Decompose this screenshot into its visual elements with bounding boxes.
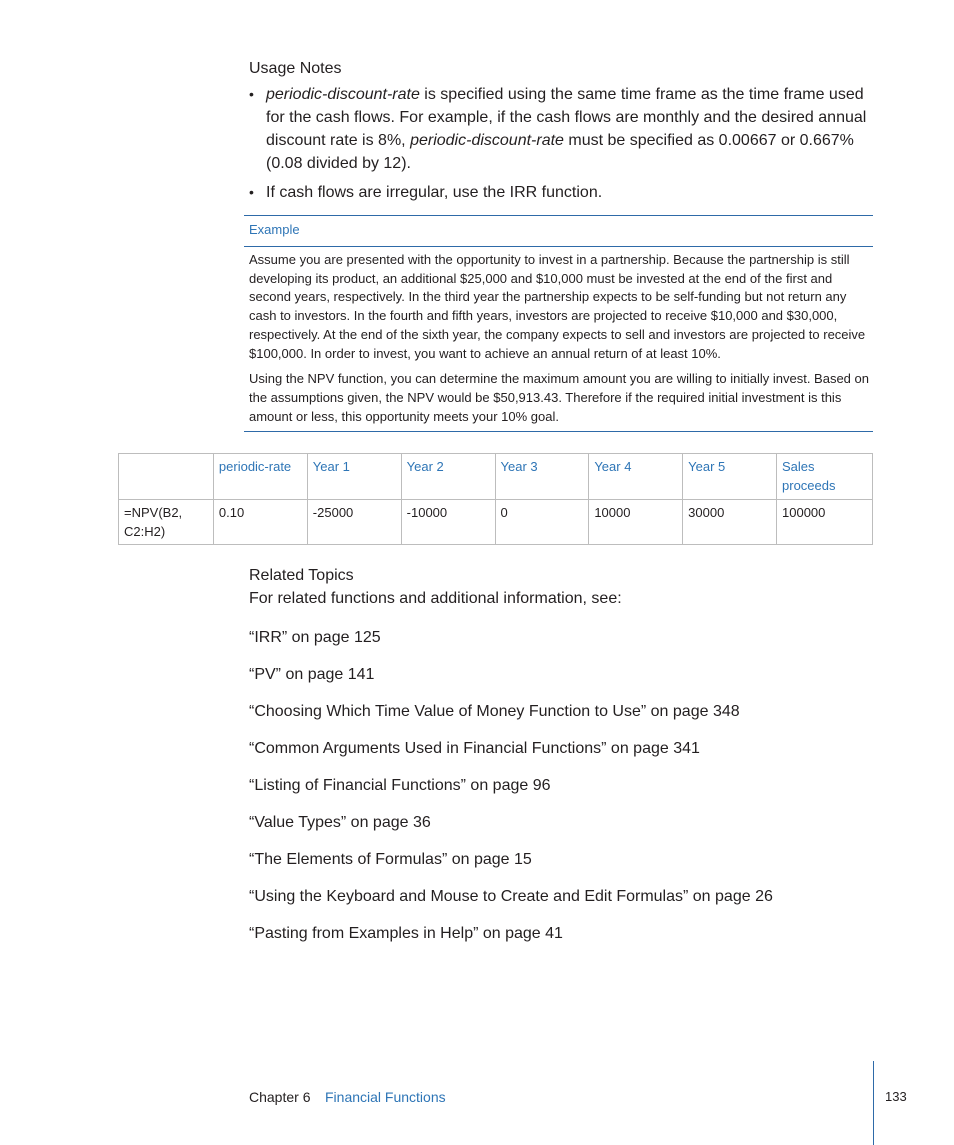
table-header-cell: Year 2 [401,454,495,500]
table-header-row [119,454,873,500]
usage-note-item [249,83,874,175]
footer-divider [873,1061,874,1145]
related-topic-link[interactable]: “Listing of Financial Functions” on page 96 [249,777,551,794]
parameter-name: periodic-discount-rate [266,86,420,103]
table-cell: -25000 [307,500,401,545]
table-header-cell: Year 5 [683,454,777,500]
footer-chapter: Chapter 6 [249,1089,311,1105]
footer-chapter-title: Financial Functions [325,1089,446,1105]
related-topic-link[interactable]: “IRR” on page 125 [249,629,381,646]
related-topic-link[interactable]: “PV” on page 141 [249,666,375,683]
example-label-rule [244,246,873,247]
table-cell: 100000 [777,500,873,545]
related-topic-link[interactable]: “Choosing Which Time Value of Money Function to Use” on page 348 [249,703,740,720]
note-text: is specified using the same time frame as the time frame used for the cash flows. For example, if the cash flows are monthly and the desired annual discount rate is 8%, [266,86,867,149]
example-bottom-rule [244,431,873,432]
related-topic-link[interactable]: “The Elements of Formulas” on page 15 [249,851,532,868]
parameter-name: periodic-discount-rate [410,132,564,149]
related-topic-link[interactable]: “Pasting from Examples in Help” on page 41 [249,925,563,942]
related-topic-link[interactable]: “Common Arguments Used in Financial Functions” on page 341 [249,740,700,757]
table-cell: 0 [495,500,589,545]
usage-notes-list [249,83,874,210]
page-number: 133 [885,1089,907,1104]
note-text: If cash flows are irregular, use the IRR function. [266,184,603,201]
usage-note-item [249,181,874,204]
npv-example-table [118,453,873,545]
example-body [249,251,872,433]
table-header-cell [119,454,214,500]
table-row [119,500,873,545]
example-label: Example [249,222,300,237]
table-header-cell: periodic-rate [213,454,307,500]
example-paragraph: Using the NPV function, you can determine the maximum amount you are willing to initially invest. Based on the assumptions given, the NPV would be $50,913.43. Therefore if the required initial investment is this amount or less, this opportunity meets your 10% goal. [249,371,869,424]
example-top-rule [244,215,873,216]
related-topics-list [249,627,773,960]
table-header-cell: Year 1 [307,454,401,500]
table-header-cell: Year 3 [495,454,589,500]
related-topics-intro: For related functions and additional information, see: [249,590,622,607]
related-topic-link[interactable]: “Value Types” on page 36 [249,814,431,831]
table-cell: 10000 [589,500,683,545]
example-paragraph: Assume you are presented with the opportunity to invest in a partnership. Because the partnership is still developing its product, an additional $25,000 and $10,000 must be invested at the end of the first and second years, respectively. In the third year the partnership expects to be self-funding but not return any cash to investors. In the fourth and fifth years, investors are projected to receive $10,000 and $30,000, respectively. At the end of the sixth year, the company expects to sell and investors are projected to receive $100,000. In order to invest, you want to achieve an annual return of at least 10%. [249,252,866,361]
related-topic-link[interactable]: “Using the Keyboard and Mouse to Create and Edit Formulas” on page 26 [249,888,773,905]
table-header-cell: Year 4 [589,454,683,500]
table-header-cell: Sales proceeds [777,454,873,500]
table-cell: -10000 [401,500,495,545]
related-topics-heading: Related Topics [249,567,354,584]
table-cell: =NPV(B2, C2:H2) [119,500,214,545]
note-text: must be specified as 0.00667 or 0.667% (0.08 divided by 12). [266,132,854,172]
table-cell: 30000 [683,500,777,545]
table-cell: 0.10 [213,500,307,545]
usage-notes-heading: Usage Notes [249,60,342,77]
